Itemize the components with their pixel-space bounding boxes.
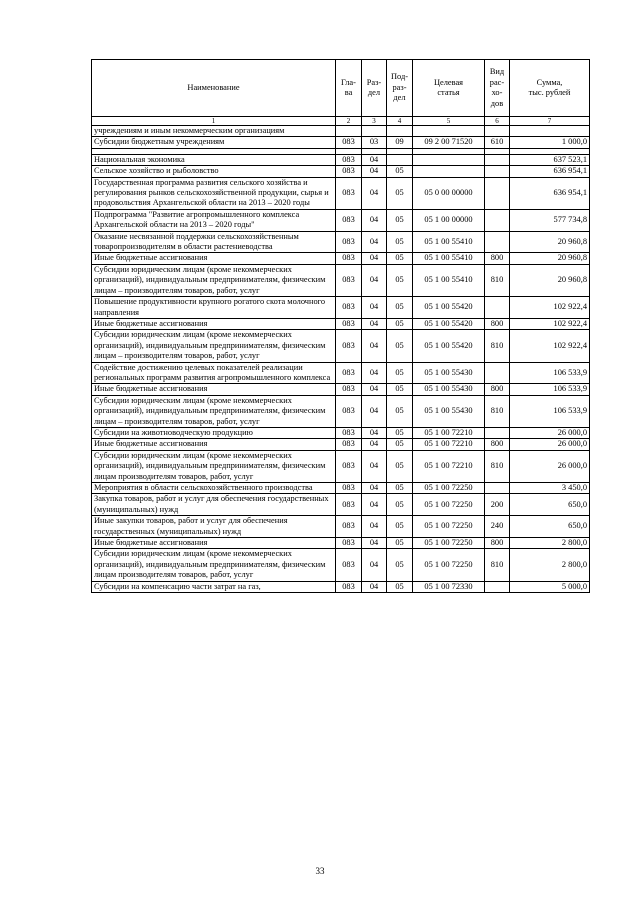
table-row	[92, 166, 590, 177]
row-name: Сельское хозяйство и рыболовство	[92, 166, 336, 177]
row-razdel: 03	[362, 137, 387, 148]
row-vid: 800	[485, 384, 510, 395]
table-row	[92, 494, 590, 516]
row-vid	[485, 483, 510, 494]
row-sum: 3 450,0	[510, 483, 590, 494]
row-sum: 20 960,8	[510, 264, 590, 296]
row-razdel: 04	[362, 395, 387, 427]
row-name: Иные бюджетные ассигнования	[92, 538, 336, 549]
row-razdel: 04	[362, 483, 387, 494]
row-podrazdel: 05	[387, 439, 413, 450]
row-name: Субсидии юридическим лицам (кроме некоммерческих организаций), индивидуальным предпринимателям, физическим лицам производителям товаров, работ, услуг	[92, 549, 336, 581]
row-sum	[510, 126, 590, 137]
row-vid: 800	[485, 439, 510, 450]
row-vid	[485, 427, 510, 438]
table-row	[92, 264, 590, 296]
row-glava: 083	[336, 330, 362, 362]
row-sum: 106 533,9	[510, 395, 590, 427]
row-vid: 800	[485, 318, 510, 329]
row-target: 05 1 00 55410	[413, 253, 485, 264]
row-razdel: 04	[362, 538, 387, 549]
row-sum: 2 800,0	[510, 549, 590, 581]
row-razdel: 04	[362, 330, 387, 362]
row-glava: 083	[336, 362, 362, 384]
row-podrazdel: 05	[387, 362, 413, 384]
row-podrazdel: 05	[387, 395, 413, 427]
row-razdel: 04	[362, 581, 387, 592]
row-sum: 1 000,0	[510, 137, 590, 148]
header-target: Целевая статья	[413, 60, 485, 117]
row-podrazdel: 05	[387, 318, 413, 329]
header-podrazdel: Под- раз- дел	[387, 60, 413, 117]
table-row	[92, 450, 590, 482]
row-sum: 650,0	[510, 494, 590, 516]
row-podrazdel: 05	[387, 209, 413, 231]
row-target: 05 1 00 55420	[413, 297, 485, 319]
row-glava: 083	[336, 177, 362, 209]
row-podrazdel: 05	[387, 253, 413, 264]
row-target: 05 1 00 72250	[413, 549, 485, 581]
row-razdel: 04	[362, 362, 387, 384]
row-podrazdel: 05	[387, 297, 413, 319]
row-razdel: 04	[362, 516, 387, 538]
row-name: Иные бюджетные ассигнования	[92, 439, 336, 450]
row-name: учреждениям и иным некоммерческим организациям	[92, 126, 336, 137]
table-body	[92, 126, 590, 593]
row-target	[413, 126, 485, 137]
row-vid: 240	[485, 516, 510, 538]
table-row	[92, 483, 590, 494]
row-name: Содействие достижению целевых показателей реализации региональных программ развития агропромышленного комплекса	[92, 362, 336, 384]
row-razdel: 04	[362, 384, 387, 395]
row-vid: 810	[485, 395, 510, 427]
table-row	[92, 177, 590, 209]
header-razdel: Раз- дел	[362, 60, 387, 117]
row-razdel	[362, 126, 387, 137]
row-razdel: 04	[362, 154, 387, 165]
row-podrazdel: 05	[387, 166, 413, 177]
table-row	[92, 330, 590, 362]
row-glava: 083	[336, 549, 362, 581]
row-glava: 083	[336, 395, 362, 427]
row-sum: 20 960,8	[510, 253, 590, 264]
row-podrazdel	[387, 154, 413, 165]
header-glava: Гла- ва	[336, 60, 362, 117]
row-podrazdel: 05	[387, 494, 413, 516]
row-razdel: 04	[362, 231, 387, 253]
row-podrazdel: 05	[387, 231, 413, 253]
row-glava	[336, 126, 362, 137]
table-row	[92, 154, 590, 165]
row-target: 05 0 00 00000	[413, 177, 485, 209]
row-name: Закупка товаров, работ и услуг для обеспечения государственных (муниципальных) нужд	[92, 494, 336, 516]
table-row	[92, 395, 590, 427]
row-podrazdel: 05	[387, 330, 413, 362]
row-vid: 810	[485, 330, 510, 362]
row-vid	[485, 166, 510, 177]
row-glava: 083	[336, 264, 362, 296]
row-target: 05 1 00 72330	[413, 581, 485, 592]
row-name: Национальная экономика	[92, 154, 336, 165]
row-sum: 5 000,0	[510, 581, 590, 592]
row-glava: 083	[336, 450, 362, 482]
row-vid: 800	[485, 253, 510, 264]
row-sum: 102 922,4	[510, 330, 590, 362]
row-razdel: 04	[362, 318, 387, 329]
row-sum: 2 800,0	[510, 538, 590, 549]
row-sum: 106 533,9	[510, 384, 590, 395]
col-number: 7	[510, 117, 590, 126]
row-glava: 083	[336, 516, 362, 538]
row-target	[413, 166, 485, 177]
row-name: Субсидии юридическим лицам (кроме некоммерческих организаций), индивидуальным предпринимателям, физическим лицам – производителям товаров, работ, услуг	[92, 395, 336, 427]
row-name: Иные бюджетные ассигнования	[92, 318, 336, 329]
row-name: Субсидии на животноводческую продукцию	[92, 427, 336, 438]
row-razdel: 04	[362, 166, 387, 177]
row-sum: 637 523,1	[510, 154, 590, 165]
row-name: Иные бюджетные ассигнования	[92, 253, 336, 264]
row-sum: 636 954,1	[510, 166, 590, 177]
table-row	[92, 126, 590, 137]
table-row	[92, 384, 590, 395]
column-number-row	[92, 117, 590, 126]
row-glava: 083	[336, 166, 362, 177]
row-vid	[485, 154, 510, 165]
row-razdel: 04	[362, 177, 387, 209]
header-sum: Сумма, тыс. рублей	[510, 60, 590, 117]
row-razdel: 04	[362, 427, 387, 438]
row-vid	[485, 126, 510, 137]
row-glava: 083	[336, 581, 362, 592]
row-target: 09 2 00 71520	[413, 137, 485, 148]
row-sum: 20 960,8	[510, 231, 590, 253]
col-number: 3	[362, 117, 387, 126]
row-glava: 083	[336, 253, 362, 264]
row-target: 05 1 00 55430	[413, 384, 485, 395]
table-row	[92, 231, 590, 253]
row-name: Оказание несвязанной поддержки сельскохозяйственным товаропроизводителям в области растениеводства	[92, 231, 336, 253]
table-row	[92, 516, 590, 538]
row-name: Подпрограмма "Развитие агропромышленного комплекса Архангельской области на 2013 – 2020 годы"	[92, 209, 336, 231]
row-glava: 083	[336, 427, 362, 438]
row-razdel: 04	[362, 209, 387, 231]
row-sum: 102 922,4	[510, 297, 590, 319]
col-number: 4	[387, 117, 413, 126]
row-glava: 083	[336, 494, 362, 516]
row-glava: 083	[336, 318, 362, 329]
row-name: Субсидии юридическим лицам (кроме некоммерческих организаций), индивидуальным предпринимателям, физическим лицам – производителям товаров, работ, услуг	[92, 264, 336, 296]
table-row	[92, 538, 590, 549]
table-row	[92, 362, 590, 384]
table-row	[92, 439, 590, 450]
row-glava: 083	[336, 154, 362, 165]
row-name: Иные закупки товаров, работ и услуг для обеспечения государственных (муниципальных) нужд	[92, 516, 336, 538]
header-row	[92, 60, 590, 117]
row-glava: 083	[336, 483, 362, 494]
row-podrazdel: 05	[387, 450, 413, 482]
table-row	[92, 137, 590, 148]
row-glava: 083	[336, 231, 362, 253]
row-razdel: 04	[362, 549, 387, 581]
row-target: 05 1 00 55410	[413, 264, 485, 296]
row-target: 05 1 00 72210	[413, 439, 485, 450]
row-target: 05 1 00 72210	[413, 427, 485, 438]
row-sum: 650,0	[510, 516, 590, 538]
row-sum: 102 922,4	[510, 318, 590, 329]
row-glava: 083	[336, 384, 362, 395]
row-target: 05 1 00 72250	[413, 516, 485, 538]
row-glava: 083	[336, 538, 362, 549]
row-vid	[485, 177, 510, 209]
table-row	[92, 209, 590, 231]
row-razdel: 04	[362, 439, 387, 450]
row-podrazdel: 05	[387, 581, 413, 592]
row-name: Государственная программа развития сельского хозяйства и регулирования рынков сельскохозяйственной продукции, сырья и продовольствия Архангельской области на 2013 – 2020 годы	[92, 177, 336, 209]
col-number: 5	[413, 117, 485, 126]
row-vid	[485, 297, 510, 319]
row-target: 05 1 00 00000	[413, 209, 485, 231]
row-glava: 083	[336, 209, 362, 231]
row-name: Субсидии на компенсацию части затрат на газ,	[92, 581, 336, 592]
row-target: 05 1 00 55430	[413, 362, 485, 384]
row-vid	[485, 581, 510, 592]
row-sum: 106 533,9	[510, 362, 590, 384]
row-name: Мероприятия в области сельскохозяйственного производства	[92, 483, 336, 494]
row-vid	[485, 209, 510, 231]
row-sum: 26 000,0	[510, 450, 590, 482]
row-podrazdel: 05	[387, 549, 413, 581]
row-podrazdel	[387, 126, 413, 137]
budget-table	[91, 59, 590, 593]
row-vid: 810	[485, 549, 510, 581]
row-target: 05 1 00 55430	[413, 395, 485, 427]
row-glava: 083	[336, 297, 362, 319]
row-razdel: 04	[362, 297, 387, 319]
table-row	[92, 318, 590, 329]
row-vid: 610	[485, 137, 510, 148]
row-target: 05 1 00 72250	[413, 494, 485, 516]
row-podrazdel: 05	[387, 483, 413, 494]
table-row	[92, 581, 590, 592]
row-sum: 577 734,8	[510, 209, 590, 231]
row-target: 05 1 00 72250	[413, 538, 485, 549]
row-podrazdel: 09	[387, 137, 413, 148]
row-name: Иные бюджетные ассигнования	[92, 384, 336, 395]
table-row	[92, 549, 590, 581]
row-razdel: 04	[362, 494, 387, 516]
row-podrazdel: 05	[387, 516, 413, 538]
table-row	[92, 427, 590, 438]
row-target: 05 1 00 72250	[413, 483, 485, 494]
page-number: 33	[315, 866, 325, 876]
row-razdel: 04	[362, 253, 387, 264]
row-name: Повышение продуктивности крупного рогатого скота молочного направления	[92, 297, 336, 319]
col-number: 2	[336, 117, 362, 126]
row-glava: 083	[336, 439, 362, 450]
col-number: 6	[485, 117, 510, 126]
row-vid	[485, 231, 510, 253]
header-vid: Вид рас- хо- дов	[485, 60, 510, 117]
row-vid: 800	[485, 538, 510, 549]
row-target	[413, 154, 485, 165]
row-vid	[485, 362, 510, 384]
row-vid: 810	[485, 450, 510, 482]
row-podrazdel: 05	[387, 538, 413, 549]
row-target: 05 1 00 55420	[413, 330, 485, 362]
row-vid: 810	[485, 264, 510, 296]
row-sum: 26 000,0	[510, 427, 590, 438]
row-target: 05 1 00 55410	[413, 231, 485, 253]
col-number: 1	[92, 117, 336, 126]
row-target: 05 1 00 55420	[413, 318, 485, 329]
row-glava: 083	[336, 137, 362, 148]
row-sum: 636 954,1	[510, 177, 590, 209]
row-podrazdel: 05	[387, 427, 413, 438]
row-name: Субсидии юридическим лицам (кроме некоммерческих организаций), индивидуальным предпринимателям, физическим лицам производителям товаров, работ, услуг	[92, 450, 336, 482]
row-razdel: 04	[362, 264, 387, 296]
header-name: Наименование	[92, 60, 336, 117]
row-sum: 26 000,0	[510, 439, 590, 450]
row-vid: 200	[485, 494, 510, 516]
row-podrazdel: 05	[387, 177, 413, 209]
table-row	[92, 297, 590, 319]
row-razdel: 04	[362, 450, 387, 482]
row-podrazdel: 05	[387, 384, 413, 395]
table-row	[92, 253, 590, 264]
row-name: Субсидии юридическим лицам (кроме некоммерческих организаций), индивидуальным предпринимателям, физическим лицам – производителям товаров, работ, услуг	[92, 330, 336, 362]
row-podrazdel: 05	[387, 264, 413, 296]
row-target: 05 1 00 72210	[413, 450, 485, 482]
row-name: Субсидии бюджетным учреждениям	[92, 137, 336, 148]
